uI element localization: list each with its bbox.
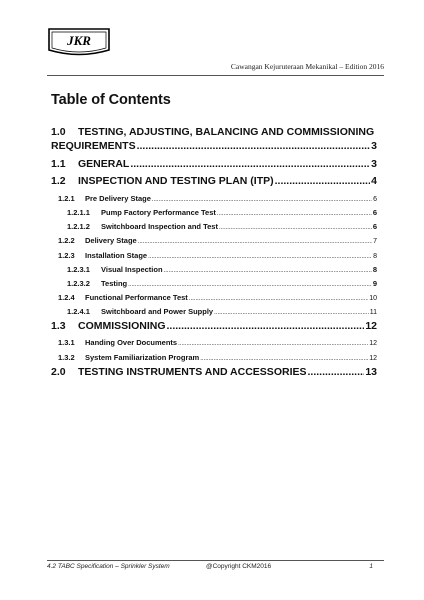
toc-entry-page: 12	[369, 340, 377, 347]
toc-entry-page: 6	[373, 196, 377, 203]
toc-entry[interactable]	[51, 126, 377, 152]
toc-entry-number: 1.2.3.1	[67, 265, 90, 274]
toc-entry[interactable]	[51, 293, 377, 302]
toc-entry[interactable]	[51, 251, 377, 260]
toc-entry-number: 1.2.2	[58, 236, 75, 245]
toc-entry-text: Delivery Stage	[85, 236, 137, 245]
dot-leader	[178, 341, 368, 347]
dot-leader	[130, 158, 370, 170]
toc-entry[interactable]	[51, 279, 377, 288]
toc-entry[interactable]	[51, 236, 377, 245]
toc-entry-number: 1.0	[51, 126, 66, 138]
toc-entry-text: Switchboard and Power Supply	[101, 307, 214, 316]
toc-entry-text: Switchboard Inspection and Test	[101, 222, 218, 231]
toc-entry-page: 12	[369, 355, 377, 362]
toc-entry-text: Installation Stage	[85, 251, 148, 260]
toc-entry-page: 3	[371, 158, 377, 170]
footer-copyright: @Copyright CKM2016	[206, 563, 272, 570]
toc-entry-page: 4	[371, 175, 377, 187]
dot-leader	[214, 310, 369, 316]
toc-entry-page: 8	[373, 253, 377, 260]
jkr-logo-icon	[47, 26, 111, 60]
toc-entry-page: 7	[373, 238, 377, 245]
logo-text: JKR	[67, 33, 91, 48]
toc-entry-text: TESTING INSTRUMENTS AND ACCESSORIES	[78, 366, 307, 378]
toc-entry[interactable]	[51, 265, 377, 274]
dot-leader	[137, 140, 371, 152]
toc-entry-text: Pump Factory Performance Test	[101, 208, 216, 217]
toc-entry[interactable]	[51, 338, 377, 347]
toc-entry-text: Testing	[101, 279, 128, 288]
toc-entry-page: 10	[369, 295, 377, 302]
dot-leader	[148, 254, 372, 260]
toc-entry-page: 12	[365, 320, 377, 332]
toc-entry-number: 1.2.4.1	[67, 307, 90, 316]
dot-leader	[219, 225, 372, 231]
toc-entry-number: 1.3	[51, 320, 66, 332]
document-header: Cawangan Kejuruteraan Mekanikal – Edition 2016	[230, 62, 384, 71]
toc-entry-page: 6	[372, 208, 377, 217]
toc-entry-number: 1.2.3	[58, 251, 75, 260]
toc-entry[interactable]	[51, 353, 377, 362]
toc-entry-text: System Familiarization Program	[85, 353, 200, 362]
toc-entry-number: 2.0	[51, 366, 66, 378]
toc-entry-text: Handing Over Documents	[85, 338, 178, 347]
dot-leader	[200, 356, 368, 362]
toc-entry[interactable]	[51, 222, 377, 231]
toc-entry[interactable]	[51, 208, 377, 217]
dot-leader	[167, 320, 365, 332]
toc-entry-number: 1.2.1	[58, 194, 75, 203]
toc-entry-number: 1.1	[51, 158, 66, 170]
toc-entry-page: 11	[369, 309, 377, 316]
toc-entry[interactable]	[51, 175, 377, 187]
toc-entry-text: Functional Performance Test	[85, 293, 188, 302]
toc-entry-number: 1.2.3.2	[67, 279, 90, 288]
toc-entry[interactable]	[51, 366, 377, 378]
toc-entry-number: 1.3.1	[58, 338, 75, 347]
jkr-logo	[47, 26, 111, 60]
toc-entry-number: 1.2.1.1	[67, 208, 90, 217]
toc-entry-text: Pre Delivery Stage	[85, 194, 151, 203]
dot-leader	[152, 197, 372, 203]
dot-leader	[128, 282, 372, 288]
toc-entry-text: TESTING, ADJUSTING, BALANCING AND COMMISSIONING	[78, 126, 375, 138]
dot-leader	[308, 366, 365, 378]
toc-entry-text: Visual Inspection	[101, 265, 163, 274]
toc-entry-text: COMMISSIONING	[78, 320, 166, 332]
toc-entry-number: 1.2.4	[58, 293, 75, 302]
footer-divider	[47, 560, 384, 561]
toc-entry-page: 8	[372, 265, 377, 274]
toc-entry-text-continued: REQUIREMENTS	[51, 140, 136, 152]
dot-leader	[189, 296, 368, 302]
footer-document-name: 4.2 TABC Specification – Sprinkler System	[47, 563, 170, 570]
footer-page-number: 1	[369, 563, 373, 570]
dot-leader	[164, 268, 372, 274]
toc-entry-page: 6	[372, 222, 377, 231]
toc-entry-text: INSPECTION AND TESTING PLAN (ITP)	[78, 175, 274, 187]
toc-entry[interactable]	[51, 307, 377, 316]
dot-leader	[275, 175, 371, 187]
toc-entry[interactable]	[51, 320, 377, 332]
dot-leader	[138, 239, 372, 245]
toc-entry-number: 1.2.1.2	[67, 222, 90, 231]
dot-leader	[217, 211, 372, 217]
toc-entry-page: 3	[371, 140, 377, 152]
toc-entry[interactable]	[51, 158, 377, 170]
toc-entry[interactable]	[51, 194, 377, 203]
toc-entry-page: 9	[372, 279, 377, 288]
page-title: Table of Contents	[51, 92, 171, 108]
toc-entry-text: GENERAL	[78, 158, 130, 170]
toc-entry-number: 1.2	[51, 175, 66, 187]
toc-entry-number: 1.3.2	[58, 353, 75, 362]
header-divider	[47, 75, 384, 76]
toc-entry-page: 13	[365, 366, 377, 378]
